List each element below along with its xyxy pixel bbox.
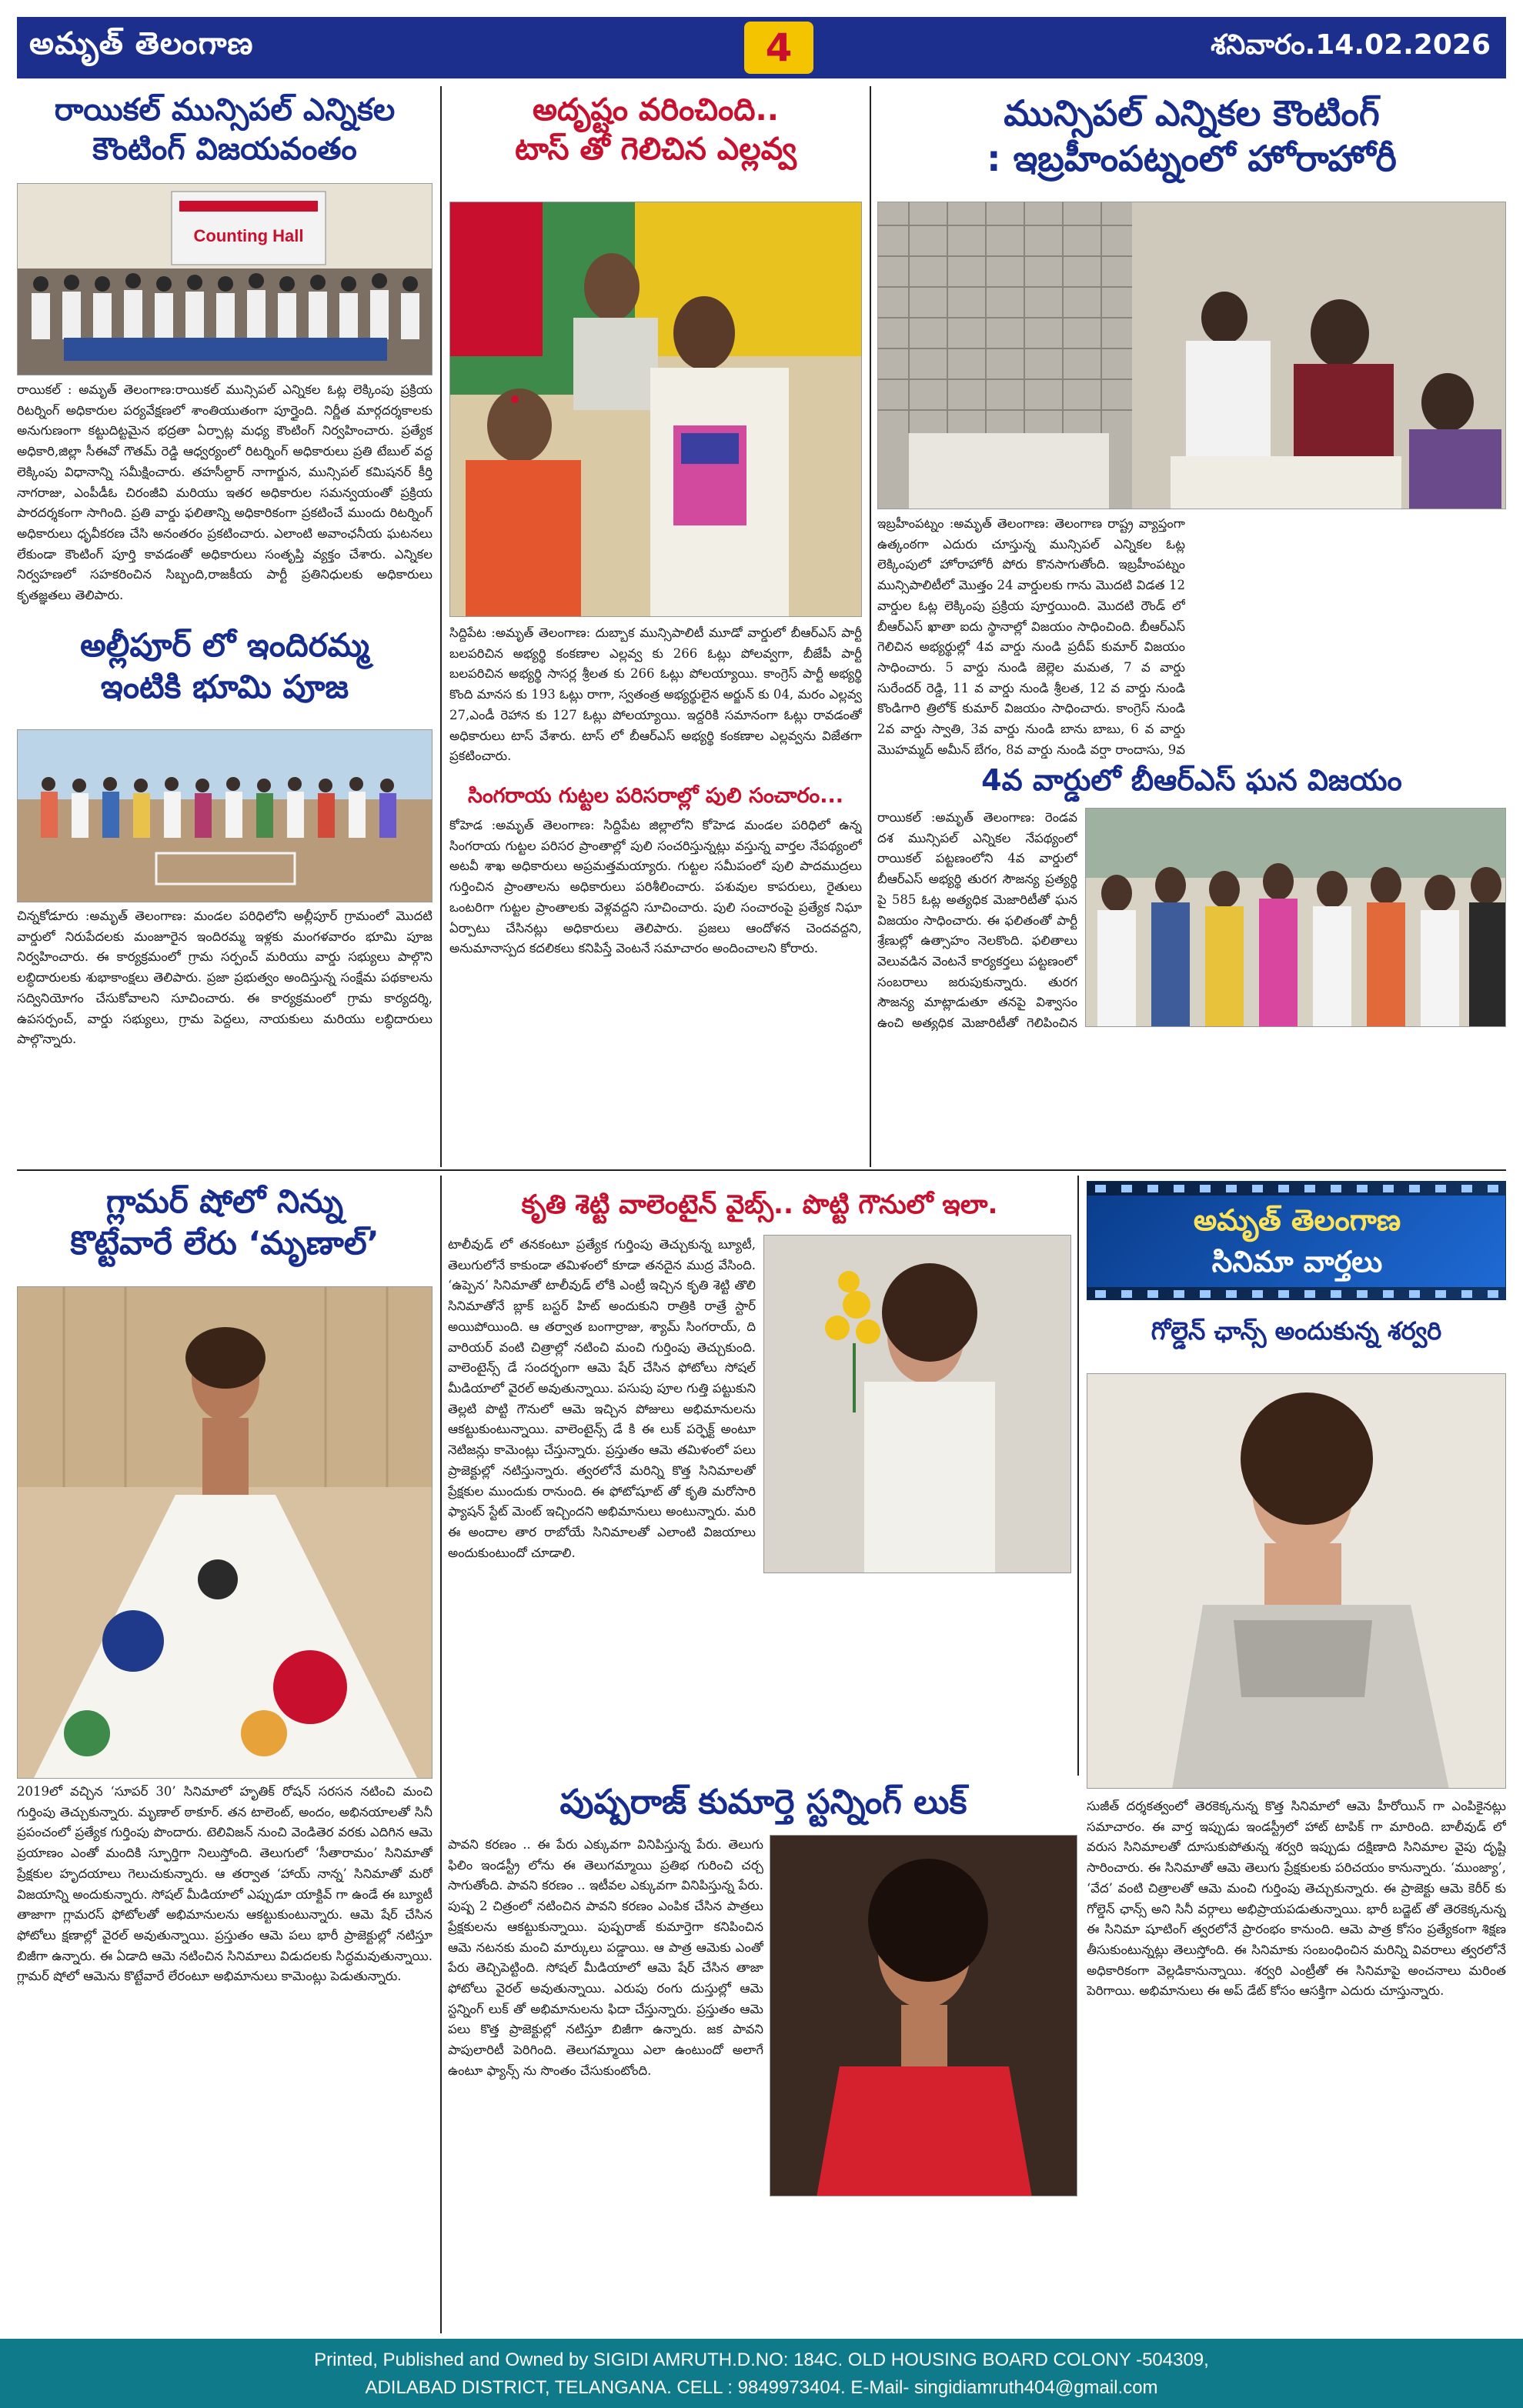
actress-saree-photo [1087,1374,1506,1789]
actress-red-dress-photo [770,1836,1077,2196]
cinema-banner-line-2: సినిమా వార్తలు [1211,1245,1383,1279]
allipur-headline: అల్లీపూర్ లో ఇందిరమ్మ ఇంటికి భూమి పూజ [80,626,369,705]
counting-hall-group-photo [18,184,433,375]
ibrahimpatnam-body: ఇబ్రహీంపట్నం :అమృత్ తెలంగాణ: తెలంగాణ రాష్ట్ర వ్యాప్తంగా ఉత్కంఠగా ఎదురు చూస్తున్న మున్సిపల్ ఎన్నికల ఓట్ల లెక్కింపులో హోరాహోరీ పోరు కొనసాగుతోంది. ఇబ్రహీంపట్నం మున్సిపాలిటీలో మొత్తం 24 వార్డులకు గాను మొదటి విడత 12 వార్డుల ఓట్ల లెక్కింపు ప్రక్రియ పూర్తయింది. మొదటి రౌండ్ లో బీఆర్ఎస్ ఖాతా ఐదు స్థానాల్లో విజయం సాధించింది. బీఆర్ఎస్ గెలిచిన అభ్యర్థుల్లో 4వ వార్డు నుండి ప్రదీప్ కుమార్ విజయం సాధించారు. 5 వార్డు నుండి జెల్లెల మమత, 7 వ వార్డు సురేందర్ రెడ్డి, 11 వ వార్డు నుండి శ్రీలత, 12 వ వార్డు నుండి కొండిగారి త్రిలోక్ కుమార్ విజయం సాధించారు. కాంగ్రెస్ నుండి 2వ వార్డు స్వాతి, 3వ వార్డు నుండి బాను బాబు, 6 వ వార్డు మొహమ్మద్ అమీన్ బేగం, 8వ వార్డు నుండి వర్షా రాందాసు, 9వ [877,516,1185,757]
page-number-badge: 4 [744,22,813,74]
ibrahimpatnam-counting-photo [877,202,1506,509]
column-divider [440,86,442,1167]
newspaper-title: అమృత్ తెలంగాణ [29,26,254,62]
mrunal-headline: గ్లామర్ షోలో నిన్ను కొట్టేవారే లేరు ‘మృణాల్’ [70,1182,379,1262]
fourth-ward-body: రాయికల్ :అమృత్ తెలంగాణ: రెండవ దశ మున్సిపల్ ఎన్నికల నేపథ్యంలో రాయికల్ పట్టణంలోని 4వ వార్డులో బీఆర్ఎస్ అభ్యర్థి తురగ సౌజన్య ప్రత్యర్థి పై 585 ఓట్ల అత్యధిక మెజారిటీతో ఘన విజయం సాధించారు. ఈ ఫలితంతో పార్టీ శ్రేణుల్లో ఉత్సాహం నెలకొంది. ఫలితాలు వెలువడిన వెంటనే కార్యకర్తలు పట్టణంలో సంబరాలు జరుపుకున్నారు. తురగ సౌజన్య మాట్లాడుతూ తనపై విశ్వాసం ఉంచి అత్యధిక మెజారిటీతో గెలిపించిన [877,810,1077,1031]
raikal-headline: రాయికల్ మున్సిపల్ ఎన్నికల కౌంటింగ్ విజయవంతం [54,92,396,168]
tiger-body: కోహెడ :అమృత్ తెలంగాణ: సిద్దిపేట జిల్లాలోని కోహెడ మండల పరిధిలో ఉన్న సింగరాయ గుట్టల పరిసర ప్రాంతాల్లో పులి సంచరిస్తున్నట్లు వస్తున్న వార్తల నేపథ్యంలో అటవీ శాఖ అధికారులు అప్రమత్తమయ్యారు. గుట్టల సమీపంలో పులి పాదముద్రలు గుర్తించిన ప్రాంతాలను అధికారులు పరిశీలించారు. పశువుల కాపరులు, రైతులు ఒంటరిగా గుట్టల ప్రాంతాలకు వెళ్లవద్దని సూచించారు. పులి సంచారంపై ప్రత్యేక నిఘా ఏర్పాటు చేసినట్లు అధికారులు తెలిపారు. ప్రజలు ఆందోళన చెందవద్దని, అనుమానాస్పద కదలికలు కనిపిస్తే వెంటనే సమాచారం అందించాలని కోరారు. [449,818,862,956]
bhoomi-puja-photo [18,730,433,902]
counting-center-photo [878,202,1506,509]
krithi-photo [763,1235,1071,1573]
ellavva-celebration-photo [450,202,862,617]
masthead [17,17,1506,78]
mrunal-body: 2019లో వచ్చిన ‘సూపర్ 30’ సినిమాలో హృతిక్ రోషన్ సరసన నటించి మంచి గుర్తింపు తెచ్చుకున్నారు. మృణాల్ ఠాకూర్. తన టాలెంట్, అందం, అభినయాలతో సినీ ప్రపంచంలో ప్రత్యేక గుర్తింపు పొందారు. టెలివిజన్ నుంచి వెండితెర వరకు ఎదిగిన ఆమె ప్రయాణం ఎంతో మందికి స్ఫూర్తిగా నిలుస్తోంది. తెలుగులో ‘సీతారామం’ సినిమాతో ప్రేక్షకుల హృదయాలు గెలుచుకున్నారు. ఆ తర్వాత ‘హాయ్ నాన్న’ సినిమాతో మరో విజయాన్ని అందుకున్నారు. సోషల్ మీడియాలో ఎప్పుడూ యాక్టివ్ గా ఉండే ఈ బ్యూటీ తాజాగా గ్లామరస్ ఫోటోలతో అభిమానులను ఆకట్టుకుంటున్నారు. ఆమె షేర్ చేసిన ఫోటోలు క్షణాల్లో వైరల్ అవుతున్నాయి. ప్రస్తుతం ఆమె పలు భారీ ప్రాజెక్టుల్లో నటిస్తూ బిజీగా ఉన్నారు. ఈ ఏడాది ఆమె నటించిన సినిమాలు విడుదలకు సిద్ధమవుతున్నాయి. గ్లామర్ షోలో ఆమెను కొట్టేవారే లేరంటూ అభిమానులు కామెంట్లు పెడుతున్నారు. [17,1784,433,1984]
tiger-headline: సింగరాయ గుట్టల పరిసరాల్లో పులి సంచారం... [468,784,843,808]
sharvari-body: సుజీత్ దర్శకత్వంలో తెరకెక్కనున్న కొత్త సినిమాలో ఆమె హీరోయిన్ గా ఎంపికైనట్లు సమాచారం. ఈ వార్త ఇప్పుడు ఇండస్ట్రీలో హాట్ టాపిక్ గా మారింది. బాలీవుడ్ లో వరుస సినిమాలతో దూసుకుపోతున్న శర్వరి ఇప్పుడు దక్షిణాది సినిమాల వైపు దృష్టి సారించారు. ఈ సినిమాతో ఆమె తెలుగు ప్రేక్షకులకు పరిచయం కానున్నారు. ‘ముంజ్యా’, ‘వేద’ వంటి చిత్రాలతో ఆమె మంచి గుర్తింపు తెచ్చుకున్నారు. ఈ ప్రాజెక్టు ఆమె కెరీర్ కు గోల్డెన్ ఛాన్స్ అని సినీ వర్గాలు అభిప్రాయపడుతున్నాయి. భారీ బడ్జెట్ తో తెరకెక్కనున్న ఈ సినిమా షూటింగ్ త్వరలోనే ప్రారంభం కానుంది. ఆమె పాత్ర కోసం ప్రత్యేకంగా శిక్షణ తీసుకుంటున్నట్లు తెలుస్తోంది. ఈ సినిమాకు సంబంధించిన మరిన్ని వివరాలు త్వరలోనే అధికారికంగా వెల్లడికానున్నాయి. శర్వరి ఎంట్రీతో ఈ సినిమాపై అంచనాలు మరింత పెరిగాయి. అభిమానులు ఈ అప్ డేట్ కోసం ఆసక్తిగా ఎదురు చూస్తున్నారు. [1087,1799,1506,1999]
column-divider [870,86,871,1167]
fourth-ward-body-continued [877,1035,1506,1162]
brs-celebration-photo [1086,809,1506,1027]
column-divider [440,1176,442,2333]
toss-headline: అదృష్టం వరించింది.. టాస్ తో గెలిచిన ఎల్లవ్వ [515,92,797,168]
toss-winner-photo [449,202,862,617]
allipur-body: చిన్నకోడూరు :అమృత్ తెలంగాణ: మండల పరిధిలోని అల్లీపూర్ గ్రామంలో మొదటి వార్డులో నిరుపేదలకు మంజూరైన ఇందిరమ్మ ఇళ్లకు మంగళవారం భూమి పూజ నిర్వహించారు. ఈ కార్యక్రమంలో గ్రామ సర్పంచ్ మరియు వార్డు సభ్యులు పాల్గొని లబ్ధిదారులకు శుభాకాంక్షలు తెలిపారు. ప్రజా ప్రభుత్వం అందిస్తున్న సంక్షేమ పథకాలను సద్వినియోగం చేసుకోవాలని సూచించారు. ఈ కార్యక్రమంలో గ్రామ కార్యదర్శి, ఉపసర్పంచ్, వార్డు సభ్యులు, గ్రామ పెద్దలు, నాయకులు మరియు లబ్ధిదారులు పాల్గొన్నారు. [17,909,433,1047]
fourth-ward-celebration-photo [1085,808,1506,1027]
section-divider [17,1169,1506,1171]
krithi-headline: కృతి శెట్టి వాలెంటైన్ వైబ్స్.. పొట్టి గౌనులో ఇలా. [521,1189,998,1220]
pushpa-headline: పుష్పరాజ్ కుమార్తె స్టన్నింగ్ లుక్ [559,1783,967,1822]
raikal-counting-photo [17,183,433,375]
ibrahimpatnam-body-continued [1197,514,1505,759]
pushpa-body: పావని కరణం .. ఈ పేరు ఎక్కువగా వినిపిస్తున్న పేరు. తెలుగు ఫిలిం ఇండస్ట్రీ లోను ఈ తెలుగమ్మాయి ప్రతిభ గురించి చర్చ సాగుతోంది. పావని కరణం .. ఇటీవల ఎక్కువగా వినిపిస్తున్న పేరు. పుష్ప 2 చిత్రంలో నటించిన పావని కరణం ఎంపిక చేసిన పాత్రలు ప్రేక్షకులను ఆకట్టుకున్నాయి. పుష్పరాజ్ కుమార్తెగా కనిపించిన ఆమె నటనకు మంచి మార్కులు పడ్డాయి. ఆ పాత్ర ఆమెకు ఎంతో పేరు తెచ్చిపెట్టింది. సోషల్ మీడియాలో ఆమె షేర్ చేసిన తాజా ఫోటోలు వైరల్ అవుతున్నాయి. ఎరుపు రంగు దుస్తుల్లో ఆమె స్టన్నింగ్ లుక్ తో అభిమానులను ఫిదా చేస్తున్నారు. ప్రస్తుతం ఆమె పలు కొత్త ప్రాజెక్టుల్లో నటిస్తూ బిజీగా ఉన్నారు. జక పావని పాపులారిటీ పెరిగింది. తెలుగమ్మాయి ఎలా ఉంటుందో అలాగే ఉంటూ ఫ్యాన్స్ ను సొంతం చేసుకుంటోంది. [448,1837,763,2078]
cinema-banner-line-1: అమృత్ తెలంగాణ [1193,1203,1401,1237]
actress-flowers-photo [764,1236,1071,1573]
fourth-ward-headline: 4వ వార్డులో బీఆర్ఎస్ ఘన విజయం [981,763,1402,797]
footer-line-1: Printed, Published and Owned by SIGIDI AMRUTH.D.NO: 184C. OLD HOUSING BOARD COLONY -504309, [314,2350,1209,2370]
krithi-body: టాలీవుడ్ లో తనకంటూ ప్రత్యేక గుర్తింపు తెచ్చుకున్న బ్యూటీ, తెలుగులోనే కాకుండా తమిళంలో కూడా తనదైన ముద్ర వేసింది. ‘ఉప్పెన’ సినిమాతో టాలీవుడ్ లోకి ఎంట్రీ ఇచ్చిన కృతి శెట్టి తొలి సినిమాతోనే బ్లాక్ బస్టర్ హిట్ అందుకుని రాత్రికి రాత్రే స్టార్ అయిపోయింది. ఆ తర్వాత బంగార్రాజు, శ్యామ్ సింగరాయ్, ది వారియర్ వంటి చిత్రాల్లో నటించి మంచి గుర్తింపు తెచ్చుకుంది. వాలెంటైన్స్ డే సందర్భంగా ఆమె షేర్ చేసిన ఫోటోలు సోషల్ మీడియాలో వైరల్ అవుతున్నాయి. పసుపు పూల గుత్తి పట్టుకుని తెల్లటి పొట్టి గౌనులో ఆమె ఇచ్చిన పోజులు అభిమానులను ఆకట్టుకుంటున్నాయి. వాలెంటైన్స్ డే కి ఈ లుక్ పర్ఫెక్ట్ అంటూ నెటిజన్లు కామెంట్లు చేస్తున్నారు. ప్రస్తుతం ఆమె తమిళంలో పలు ప్రాజెక్టుల్లో నటిస్తున్నారు. త్వరలోనే మరిన్ని కొత్త సినిమాలతో ప్రేక్షకుల ముందుకు రానుంది. ఈ ఫోటోషూట్ తో కృతి మరోసారి ఫ్యాషన్ స్టేట్ మెంట్ ఇచ్చిందని అభిమానులు అంటున్నారు. మరి ఈ అందాల తార రాబోయే సినిమాలతో ఎలాంటి విజయాలు అందుకుంటుందో చూడాలి. [448,1237,756,1560]
cinema-news-banner [1087,1181,1506,1300]
krithi-body-continued [763,1577,1071,1754]
mrunal-photo [17,1286,433,1779]
footer-line-2: ADILABAD DISTRICT, TELANGANA. CELL : 9849973404. E-Mail- singidiamruth404@gmail.com [365,2377,1158,2398]
sharvari-photo [1087,1373,1506,1789]
pushpa-photo [770,1835,1077,2196]
publisher-footer [0,2339,1523,2408]
ibrahimpatnam-headline: మున్సిపల్ ఎన్నికల కౌంటింగ్ : ఇబ్రహీంపట్నంలో హోరాహోరీ [987,92,1397,179]
column-divider [1077,1176,1079,1776]
sharvari-headline: గోల్డెన్ ఛాన్స్ అందుకున్న శర్వరి [1151,1316,1442,1346]
pushpa-body-continued [770,2202,1077,2334]
allipur-bhoomi-puja-photo [17,729,433,902]
film-reel-banner-graphic [1087,1182,1506,1300]
svg-text:Counting Hall: Counting Hall [193,226,304,245]
toss-body: సిద్దిపేట :అమృత్ తెలంగాణ: దుబ్బాక మున్సిపాలిటీ మూడో వార్డులో బీఆర్ఎస్ పార్టీ బలపరిచిన అభ్యర్థి కంకణాల ఎల్లవ్వ కు 266 ఓట్లు పోలవ్వగా, బీజేపీ పార్టీ బలపరిచిన అభ్యర్థి సాసర్ల శ్రీలత కు 266 ఓట్లు పోలయ్యాయి. కాంగ్రెస్ పార్టీ అభ్యర్థి కొంది మానస కు 193 ఓట్లు రాగా, స్వతంత్ర అభ్యర్థులైన అర్జున్ కు 04, మరం ఎల్లవ్వ 27,ఎండీ రెహాన కు 127 ఓట్లు పోలయ్యాయి. ఇద్దరికి సమానంగా ఓట్లు రావడంతో అధికారులు టాస్ వేశారు. టాస్ లో బీఆర్ఎస్ అభ్యర్థి కంకణాల ఎల్లవ్వను విజేతగా ప్రకటించారు. [449,625,862,764]
issue-date: శనివారం.14.02.2026 [1211,29,1491,61]
raikal-body: రాయికల్ : అమృత్ తెలంగాణ:రాయికల్ మున్సిపల్ ఎన్నికల ఓట్ల లెక్కింపు ప్రక్రియ రిటర్నింగ్ అధికారుల పర్యవేక్షణలో శాంతియుతంగా పూర్తైంది. నిర్ణీత మార్గదర్శకాలకు అనుగుణంగా కట్టుదిట్టమైన భద్రతా ఏర్పాట్ల మధ్య కౌంటింగ్ నిర్వహించారు. ప్రత్యేక అధికారి,జిల్లా సీఈవో గౌతమ్ రెడ్డి ఆధ్వర్యంలో రిటర్నింగ్ అధికారులు ప్రతి టేబుల్ వద్ద లెక్కింపు విధానాన్ని సమీక్షించారు. తహసీల్దార్ నాగార్జున, మున్సిపల్ కమిషనర్ కీర్తి నాగరాజు, ఎంపీడీఓ చిరంజీవి మరియు ఇతర అధికారుల సమన్వయంతో ప్రక్రియ పారదర్శకంగా సాగింది. ప్రతి వార్డు ఫలితాన్ని అధికారికంగా ప్రకటించే ముందు రిటర్నింగ్ అధికారులు ధృవీకరణ చేసి అనంతరం ప్రకటించారు. ఎలాంటి అవాంఛనీయ ఘటనలు లేకుండా కౌంటింగ్ పూర్తి కావడంతో అధికారులు సంతృప్తి వ్యక్తం చేశారు. ఎన్నికల నిర్వహణలో సహకరించిన సిబ్బంది,రాజకీయ పార్టీ ప్రతినిధులకు అధికారులు కృతజ్ఞతలు తెలిపారు. [17,382,433,603]
actress-gown-photo [18,1287,433,1779]
